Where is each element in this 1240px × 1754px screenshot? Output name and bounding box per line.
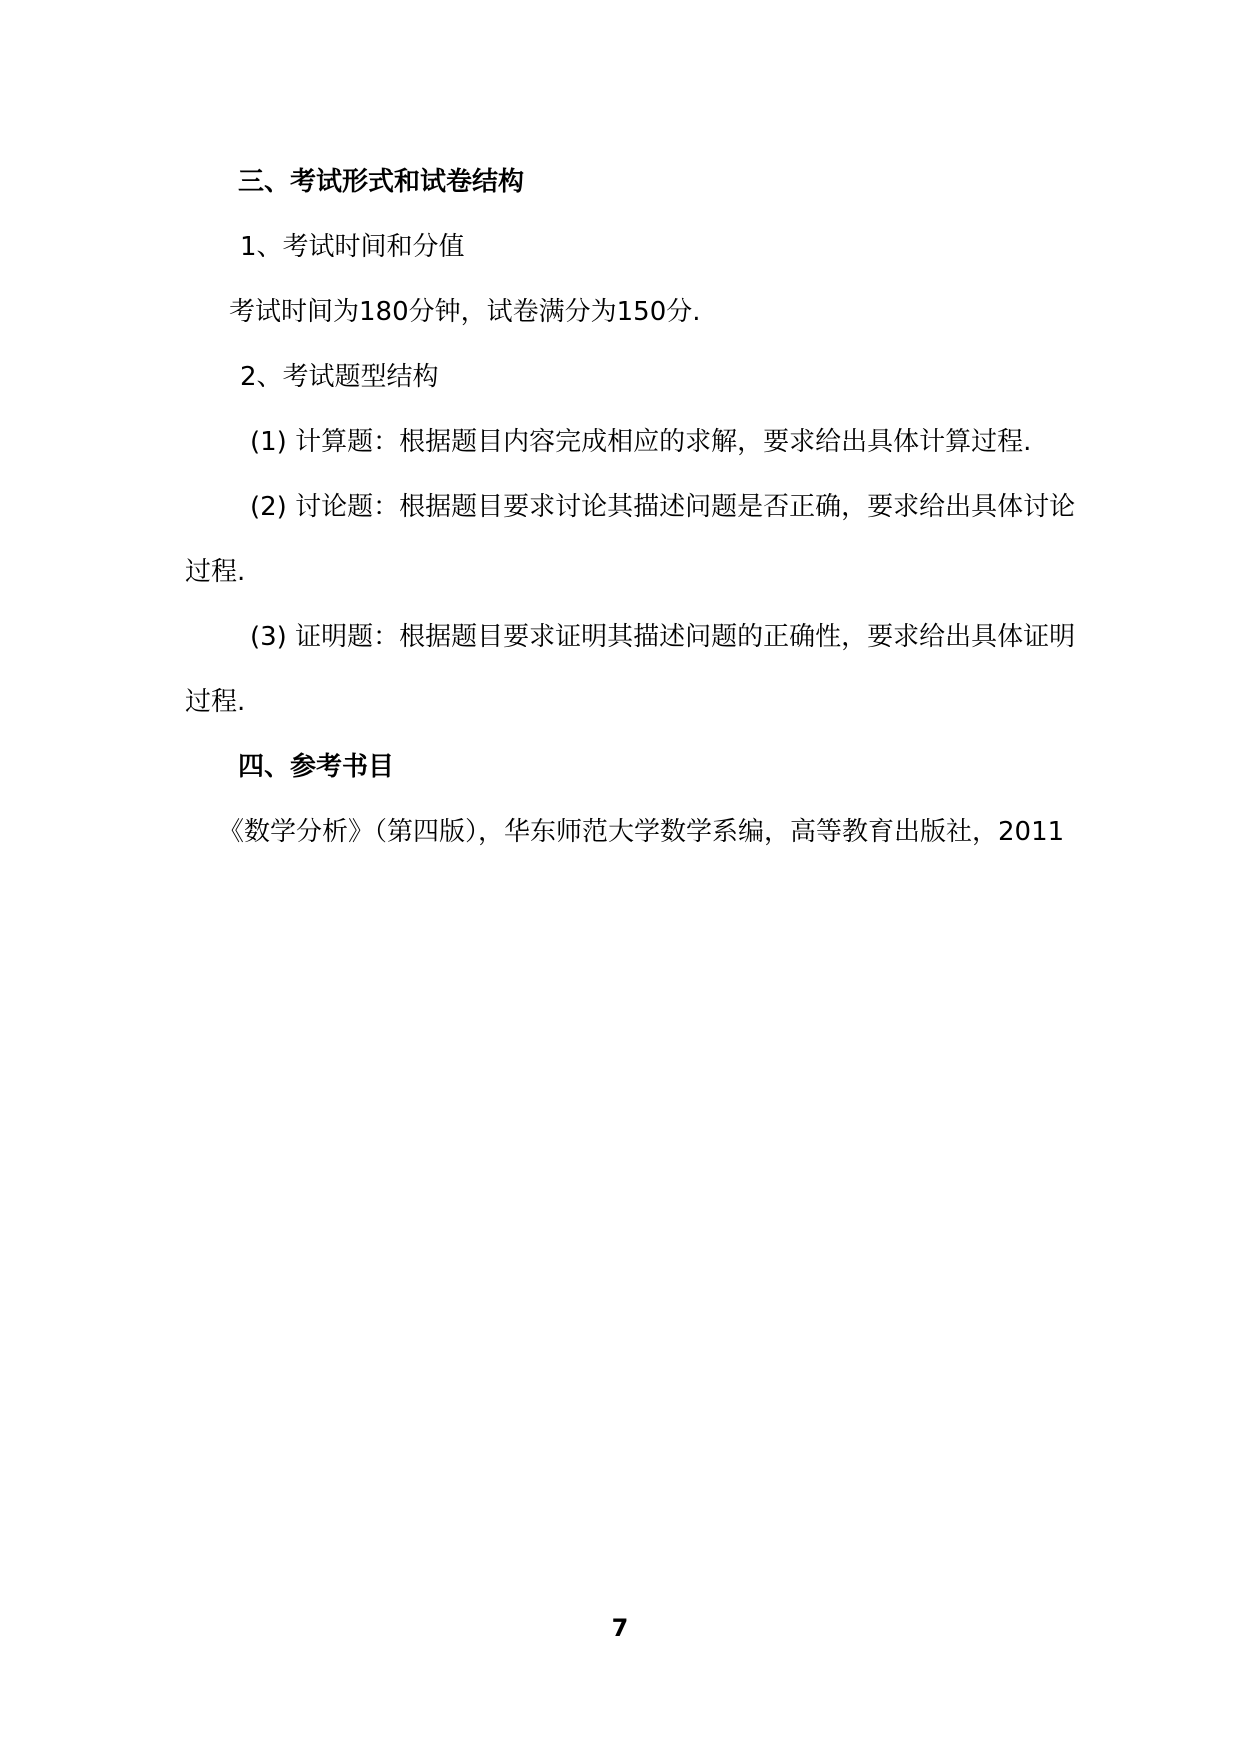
question-type-calculation: (1) 计算题：根据题目内容完成相应的求解，要求给出具体计算过程. — [250, 427, 1032, 457]
item-question-structure-title: 2、考试题型结构 — [240, 362, 439, 392]
item-exam-time-and-score-title: 1、考试时间和分值 — [240, 232, 465, 262]
question-type-discussion-line2: 过程. — [185, 557, 246, 587]
exam-time-and-score-text: 考试时间为180分钟，试卷满分为150分. — [229, 297, 701, 327]
question-type-discussion-line1: (2) 讨论题：根据题目要求讨论其描述问题是否正确，要求给出具体讨论 — [250, 492, 1076, 522]
question-type-proof-line2: 过程. — [185, 687, 246, 717]
section-heading-exam-format: 三、考试形式和试卷结构 — [238, 167, 525, 197]
document-content — [185, 150, 1076, 865]
section-heading-references: 四、参考书目 — [238, 752, 395, 782]
question-type-proof-line1: (3) 证明题：根据题目要求证明其描述问题的正确性，要求给出具体证明 — [250, 622, 1076, 652]
page-number: 7 — [611, 1614, 629, 1642]
reference-book-entry: 《数学分析》（第四版），华东师范大学数学系编，高等教育出版社，2011 — [218, 817, 1065, 847]
